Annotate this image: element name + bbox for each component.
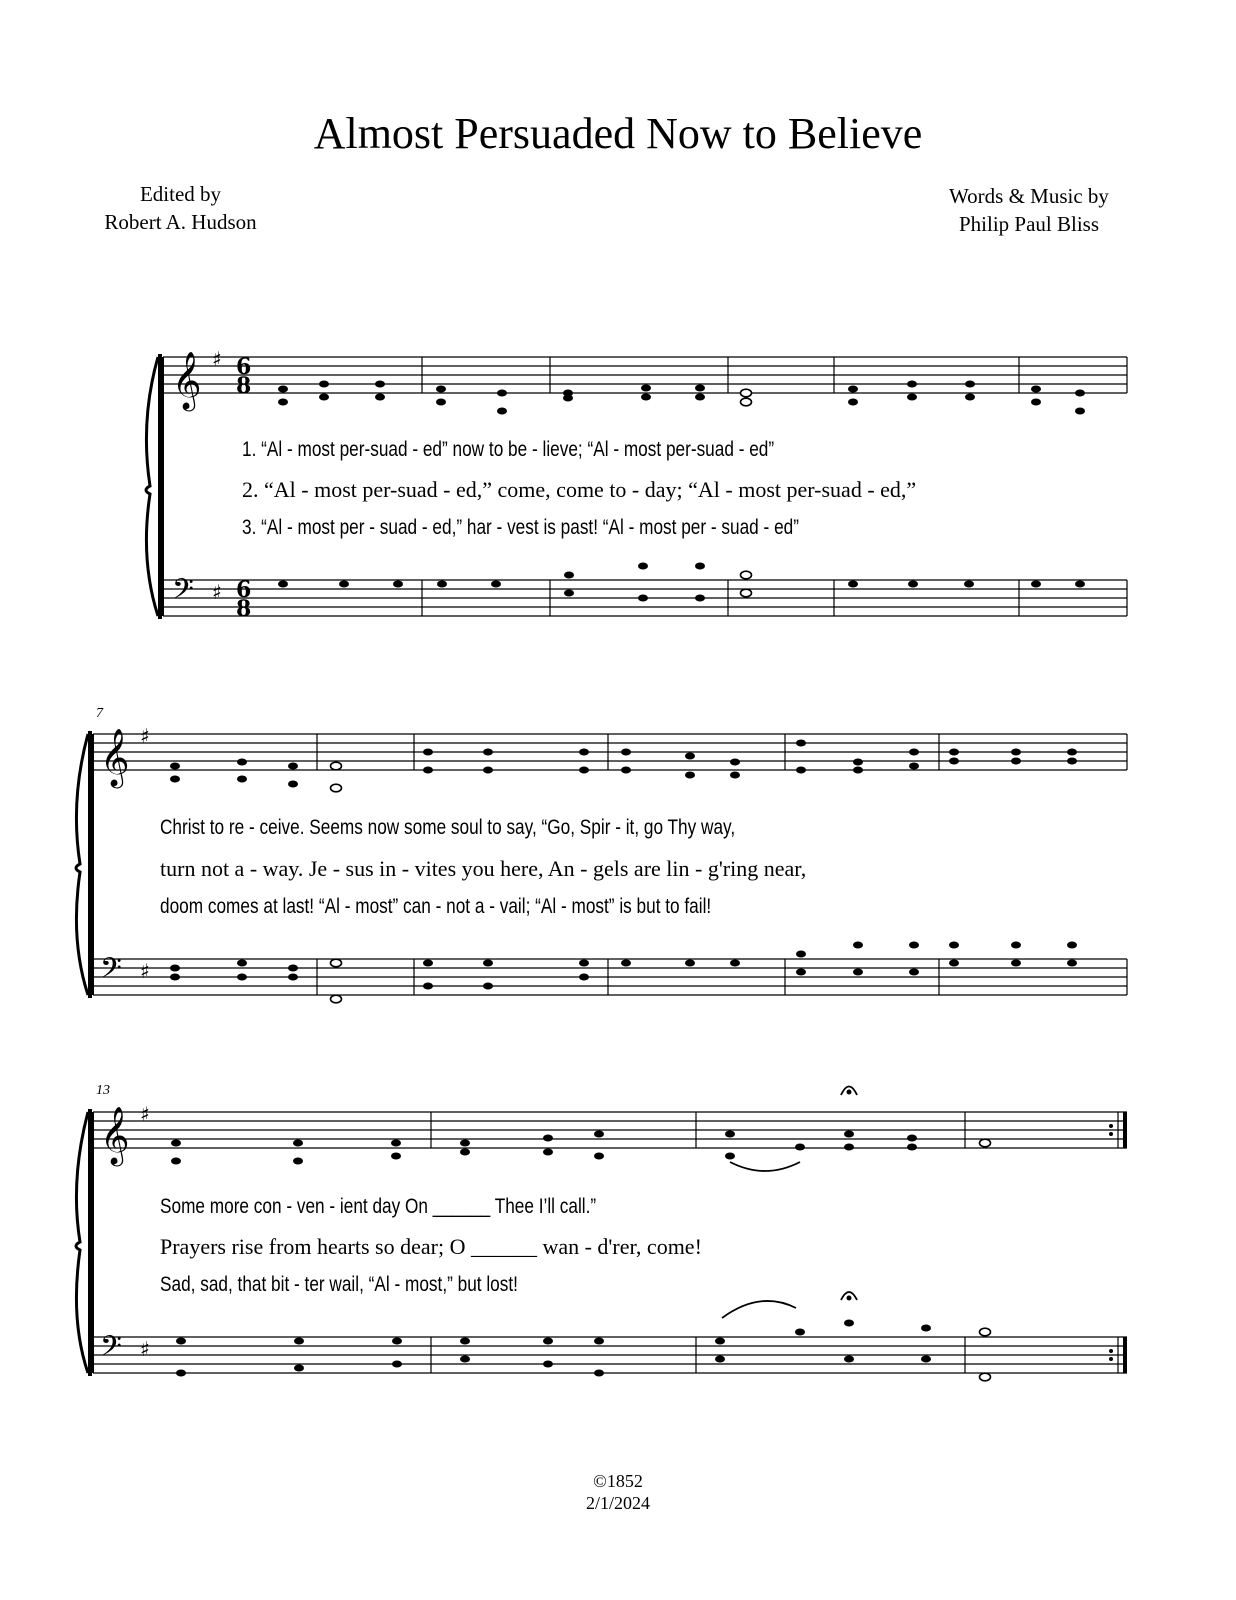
sharp-icon: ♯ [140,1337,150,1361]
bass-clef-icon: 𝄢 [100,1330,122,1370]
bass-staff-3 [93,1337,1127,1373]
lyric-system1-verse3: 3. “Al - most per - suad - ed,” har - vest is past! “Al - most per - suad - ed” [242,516,799,539]
composer-name: Philip Paul Bliss [958,212,1100,236]
time-sig-top: 6 [236,577,252,603]
sharp-icon: ♯ [140,959,150,983]
treble-staff-3 [93,1112,1127,1148]
time-sig-bottom: 8 [236,373,252,399]
treble-staff-2 [93,734,1127,770]
bass-clef-icon: 𝄢 [100,952,122,992]
sharp-icon: ♯ [140,724,150,748]
sharp-icon: ♯ [140,1102,150,1126]
copyright: ©1852 [593,1471,643,1491]
lyric-system2-verse3: doom comes at last! “Al - most” can - not a - vail; “Al - most” is but to fail! [160,895,712,918]
lyric-system2-verse2: turn not a - way. Je - sus in - vites you here, An - gels are lin - g'ring near, [160,856,807,881]
measure-number: 13 [96,1083,110,1098]
measure-number: 7 [96,706,103,721]
bass-staff-2 [93,959,1127,995]
time-sig-bottom: 8 [236,596,252,622]
sharp-icon: ♯ [212,347,222,371]
lyric-system2-verse1: Christ to re - ceive. Seems now some soul to say, “Go, Spir - it, go Thy way, [160,816,736,839]
lyric-system1-verse2: 2. “Al - most per-suad - ed,” come, come to - day; “Al - most per-suad - ed,” [242,477,917,502]
lyric-system3-verse1: Some more con - ven - ient day On ______ Thee I’ll call.” [160,1195,597,1218]
page-title: Almost Persuaded Now to Believe [313,109,923,158]
sharp-icon: ♯ [212,580,222,604]
lyric-system1-verse1: 1. “Al - most per-suad - ed” now to be - lieve; “Al - most per-suad - ed” [242,438,775,461]
editor-name: Robert A. Hudson [104,210,257,234]
bass-clef-icon: 𝄢 [172,573,194,613]
editor-label: Edited by [139,182,222,206]
date: 2/1/2024 [585,1493,650,1513]
treble-clef-icon: 𝄞 [172,351,202,409]
lyric-system3-verse2: Prayers rise from hearts so dear; O ______ wan - d'rer, come! [160,1234,702,1259]
lyric-system3-verse3: Sad, sad, that bit - ter wail, “Al - most,” but lost! [160,1273,518,1296]
treble-clef-icon: 𝄞 [100,1106,130,1164]
time-sig-top: 6 [236,354,252,380]
composer-label: Words & Music by [949,184,1109,208]
treble-clef-icon: 𝄞 [100,728,130,786]
